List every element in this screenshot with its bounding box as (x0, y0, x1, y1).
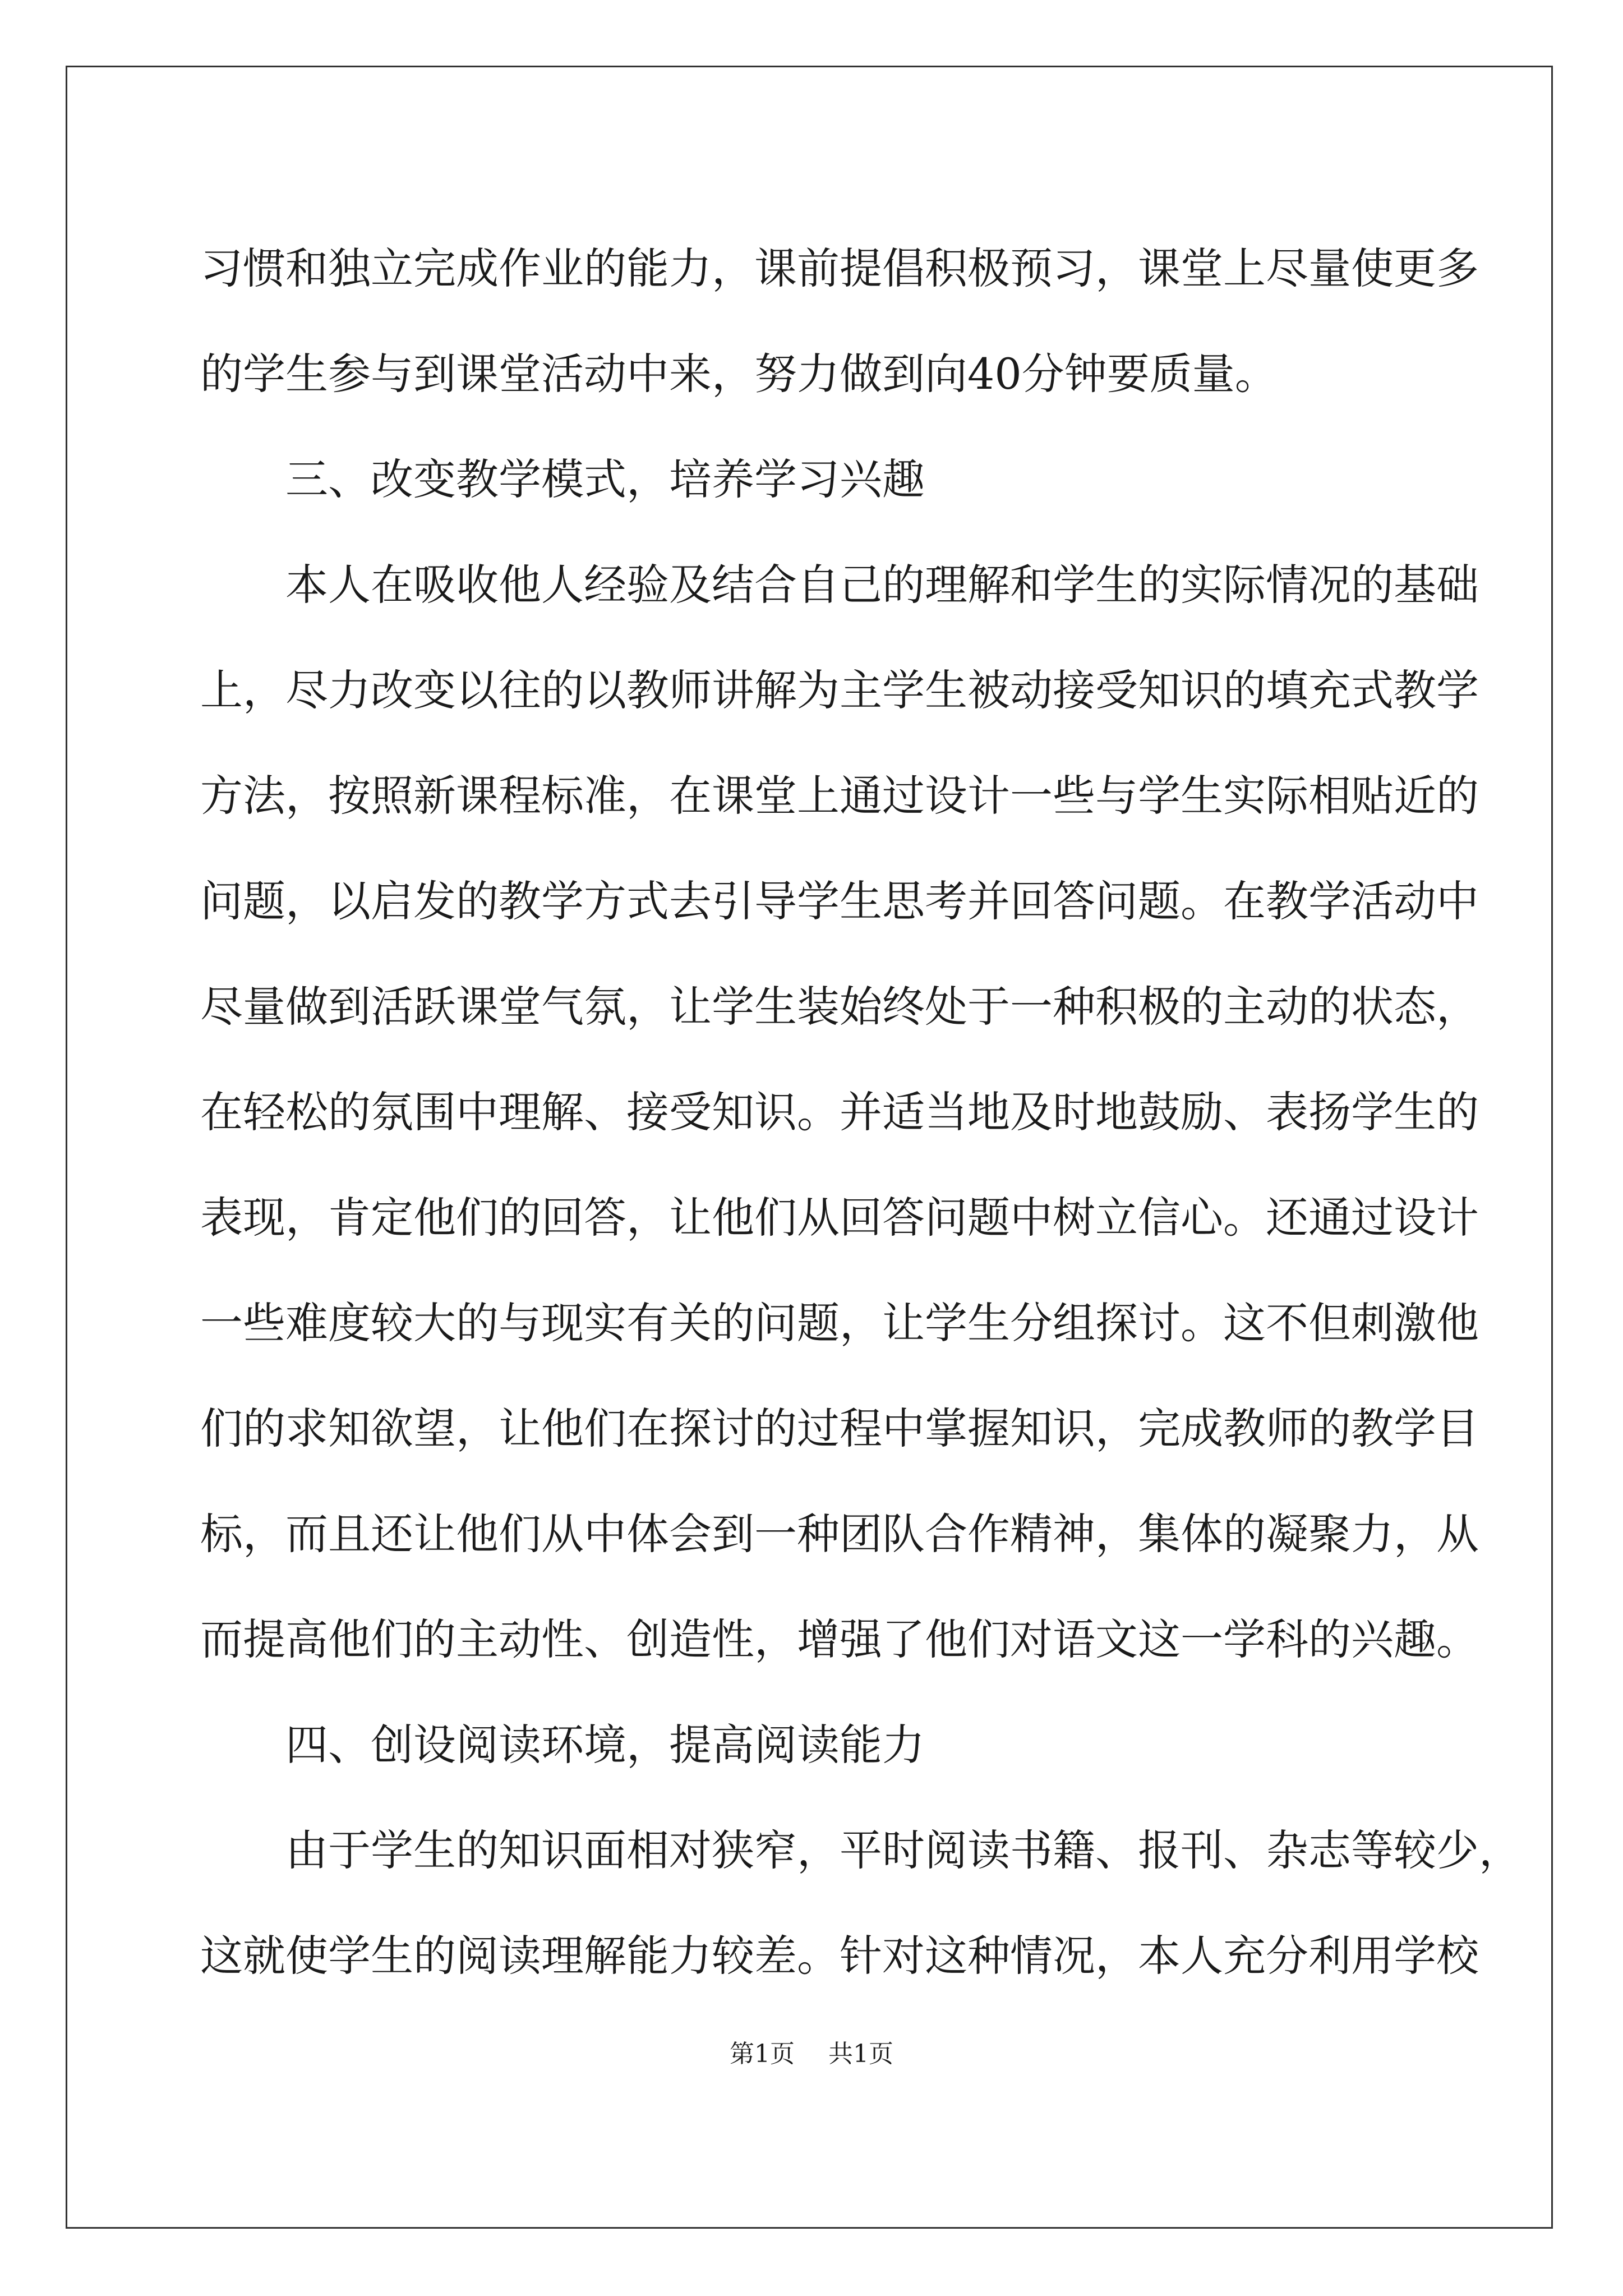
page-number: 第1页 (730, 2040, 795, 2068)
page-total: 共1页 (828, 2040, 893, 2068)
text-line: 由于学生的知识面相对狭窄，平时阅读书籍、报刊、杂志等较少， (285, 1825, 1521, 1875)
text-line: 方法，按照新课程标准，在课堂上通过设计一些与学生实际相贴近的 (200, 771, 1479, 821)
text-line: 在轻松的氛围中理解、接受知识。并适当地及时地鼓励、表扬学生的 (200, 1087, 1479, 1137)
text-line: 而提高他们的主动性、创造性，增强了他们对语文这一学科的兴趣。 (200, 1614, 1479, 1664)
section-heading: 三、改变教学模式，培养学习兴趣 (285, 454, 925, 504)
page-footer (0, 2033, 1623, 2069)
text-line: 习惯和独立完成作业的能力，课前提倡积极预习，课堂上尽量使更多 (200, 243, 1479, 293)
text-line: 上，尽力改变以往的以教师讲解为主学生被动接受知识的填充式教学 (200, 665, 1479, 715)
text-line: 本人在吸收他人经验及结合自己的理解和学生的实际情况的基础 (285, 560, 1479, 610)
text-line: 们的求知欲望，让他们在探讨的过程中掌握知识，完成教师的教学目 (200, 1404, 1479, 1453)
section-heading: 四、创设阅读环境，提高阅读能力 (285, 1720, 925, 1770)
document-body (200, 216, 1521, 2009)
text-line: 标，而且还让他们从中体会到一种团队合作精神，集体的凝聚力，从 (200, 1509, 1479, 1559)
text-line: 表现，肯定他们的回答，让他们从回答问题中树立信心。还通过设计 (200, 1193, 1479, 1243)
text-line: 问题，以启发的教学方式去引导学生思考并回答问题。在教学活动中 (200, 876, 1479, 926)
text-line: 这就使学生的阅读理解能力较差。针对这种情况，本人充分利用学校 (200, 1931, 1479, 1981)
text-line: 一些难度较大的与现实有关的问题，让学生分组探讨。这不但刺激他 (200, 1298, 1479, 1348)
text-line: 的学生参与到课堂活动中来，努力做到向40分钟要质量。 (200, 349, 1278, 399)
text-line: 尽量做到活跃课堂气氛，让学生装始终处于一种积极的主动的状态， (200, 982, 1479, 1032)
